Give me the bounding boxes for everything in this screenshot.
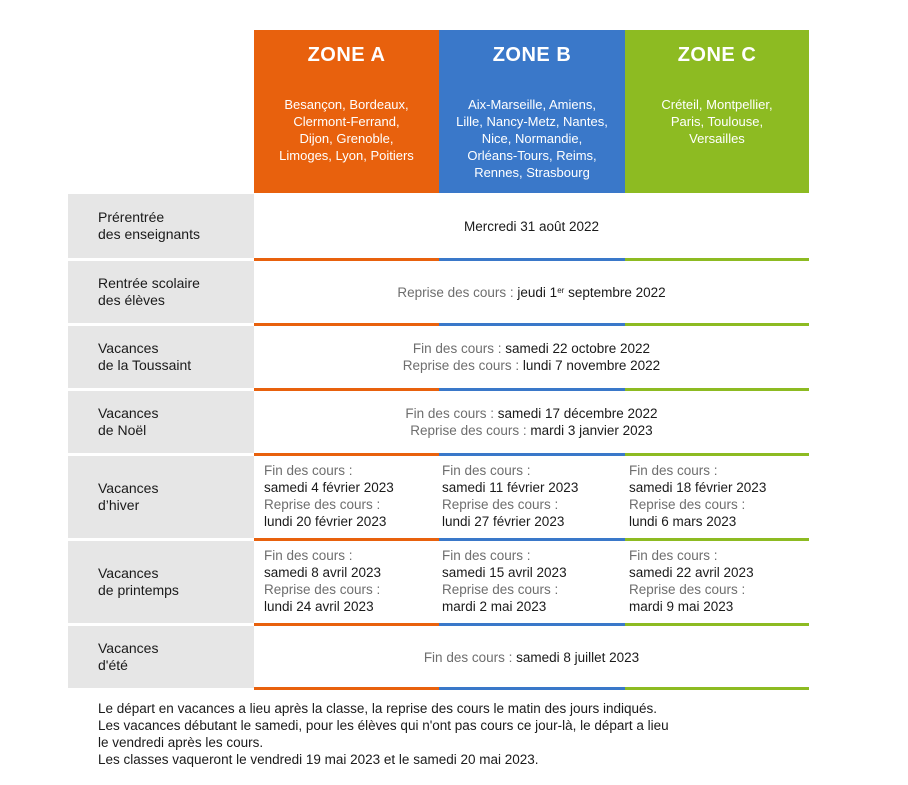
end-prefix: Fin des cours : xyxy=(405,406,498,421)
resume-date: lundi 20 février 2023 xyxy=(264,514,387,529)
resume-label: Reprise des cours : xyxy=(264,582,381,597)
rentree-day: jeudi 1 xyxy=(517,284,558,300)
note-line: Les classes vaqueront le vendredi 19 mai 2023 et le samedi 20 mai 2023. xyxy=(98,752,539,767)
resume-label: Reprise des cours : xyxy=(442,582,559,597)
printemps-zone-a xyxy=(264,547,381,615)
hiver-zone-a xyxy=(264,462,394,530)
resume-label: Reprise des cours : xyxy=(264,497,381,512)
label-line: Rentrée scolaire xyxy=(98,275,200,291)
end-date: samedi 11 février 2023 xyxy=(442,480,579,495)
row-label-rentree xyxy=(68,261,254,323)
city-line: Aix-Marseille, Amiens, xyxy=(468,97,596,112)
note-line: Le départ en vacances a lieu après la classe, la reprise des cours le matin des jours indiqués. xyxy=(98,701,658,716)
label-line: Prérentrée xyxy=(98,209,165,225)
resume-date: mardi 2 mai 2023 xyxy=(442,599,547,614)
end-date: samedi 15 avril 2023 xyxy=(442,565,567,580)
resume-label: Reprise des cours : xyxy=(629,582,746,597)
city-line: Limoges, Lyon, Poitiers xyxy=(279,148,414,163)
row-separator xyxy=(254,538,809,541)
label-line: des élèves xyxy=(98,292,165,308)
city-line: Lille, Nancy-Metz, Nantes, xyxy=(456,114,608,129)
end-label: Fin des cours : xyxy=(629,463,718,478)
city-line: Versailles xyxy=(689,131,745,146)
prerentree-date: Mercredi 31 août 2022 xyxy=(463,218,600,234)
row-value-rentree xyxy=(254,261,809,323)
end-date: samedi 18 février 2023 xyxy=(629,480,767,495)
zone-a-header: ZONE A xyxy=(254,30,439,80)
end-prefix: Fin des cours : xyxy=(423,649,517,665)
zone-b-cities xyxy=(439,80,625,193)
row-label-toussaint xyxy=(68,326,254,388)
noel-resume xyxy=(410,422,652,439)
label-line: de la Toussaint xyxy=(98,357,192,373)
resume-label: Reprise des cours : xyxy=(442,497,559,512)
row-separator xyxy=(254,687,809,690)
toussaint-resume xyxy=(403,357,660,374)
rentree-date xyxy=(397,284,665,301)
label-line: d'été xyxy=(98,657,128,673)
city-line: Besançon, Bordeaux, xyxy=(284,97,409,112)
printemps-zone-b xyxy=(442,547,567,615)
resume-label: Reprise des cours : xyxy=(629,497,746,512)
footnotes xyxy=(98,700,669,768)
label-line: Vacances xyxy=(98,340,159,356)
resume-date: lundi 27 février 2023 xyxy=(442,514,565,529)
resume-date: lundi 24 avril 2023 xyxy=(264,599,374,614)
rentree-sup: er xyxy=(557,285,565,295)
end-date: samedi 8 avril 2023 xyxy=(264,565,382,580)
zone-c-cities xyxy=(625,80,809,193)
note-line: Les vacances débutant le samedi, pour les élèves qui n'ont pas cours ce jour-là, le départ a lieu xyxy=(98,718,669,733)
row-label-printemps xyxy=(68,541,254,623)
city-line: Clermont-Ferrand, xyxy=(293,114,400,129)
row-value-toussaint xyxy=(254,326,809,388)
row-label-ete xyxy=(68,626,254,688)
label-line: Vacances xyxy=(98,405,159,421)
rentree-month: septembre 2022 xyxy=(564,284,666,300)
city-line: Paris, Toulouse, xyxy=(670,114,764,129)
label-line: de printemps xyxy=(98,582,179,598)
zone-a-cities xyxy=(254,80,439,193)
end-date: samedi 22 octobre 2022 xyxy=(505,341,651,356)
printemps-zone-c xyxy=(629,547,754,615)
resume-date: mardi 3 janvier 2023 xyxy=(530,423,653,438)
end-date: samedi 17 décembre 2022 xyxy=(497,406,658,421)
end-prefix: Fin des cours : xyxy=(412,341,506,356)
city-line: Dijon, Grenoble, xyxy=(299,131,394,146)
label-line: de Noël xyxy=(98,422,147,438)
end-date: samedi 22 avril 2023 xyxy=(629,565,754,580)
resume-prefix: Reprise des cours : xyxy=(402,358,523,373)
end-label: Fin des cours : xyxy=(442,548,531,563)
city-line: Rennes, Strasbourg xyxy=(474,165,590,180)
city-line: Nice, Normandie, xyxy=(481,131,583,146)
end-date: samedi 8 juillet 2023 xyxy=(516,649,640,665)
resume-prefix: Reprise des cours : xyxy=(410,423,531,438)
end-label: Fin des cours : xyxy=(264,548,353,563)
row-separator xyxy=(254,453,809,456)
city-line: Orléans-Tours, Reims, xyxy=(467,148,597,163)
row-label-prerentree xyxy=(68,194,254,258)
note-line: le vendredi après les cours. xyxy=(98,735,264,750)
end-label: Fin des cours : xyxy=(264,463,353,478)
label-line: d’hiver xyxy=(98,497,140,513)
rentree-prefix: Reprise des cours : xyxy=(397,284,518,300)
resume-date: lundi 7 novembre 2022 xyxy=(522,358,661,373)
zone-c-header: ZONE C xyxy=(625,30,809,80)
label-line: Vacances xyxy=(98,565,159,581)
hiver-zone-b xyxy=(442,462,578,530)
label-line: des enseignants xyxy=(98,226,200,242)
end-label: Fin des cours : xyxy=(442,463,531,478)
resume-date: mardi 9 mai 2023 xyxy=(629,599,734,614)
label-line: Vacances xyxy=(98,640,159,656)
label-line: Vacances xyxy=(98,480,159,496)
row-value-noel xyxy=(254,391,809,453)
end-date: samedi 4 février 2023 xyxy=(264,480,394,495)
ete-end xyxy=(424,649,639,666)
resume-date: lundi 6 mars 2023 xyxy=(629,514,737,529)
zone-b-header: ZONE B xyxy=(439,30,625,80)
city-line: Créteil, Montpellier, xyxy=(661,97,773,112)
row-label-noel xyxy=(68,391,254,453)
row-value-ete xyxy=(254,626,809,688)
hiver-zone-c xyxy=(629,462,766,530)
toussaint-end xyxy=(413,340,650,357)
end-label: Fin des cours : xyxy=(629,548,718,563)
row-label-hiver xyxy=(68,456,254,538)
noel-end xyxy=(405,405,657,422)
row-value-prerentree xyxy=(254,194,809,258)
